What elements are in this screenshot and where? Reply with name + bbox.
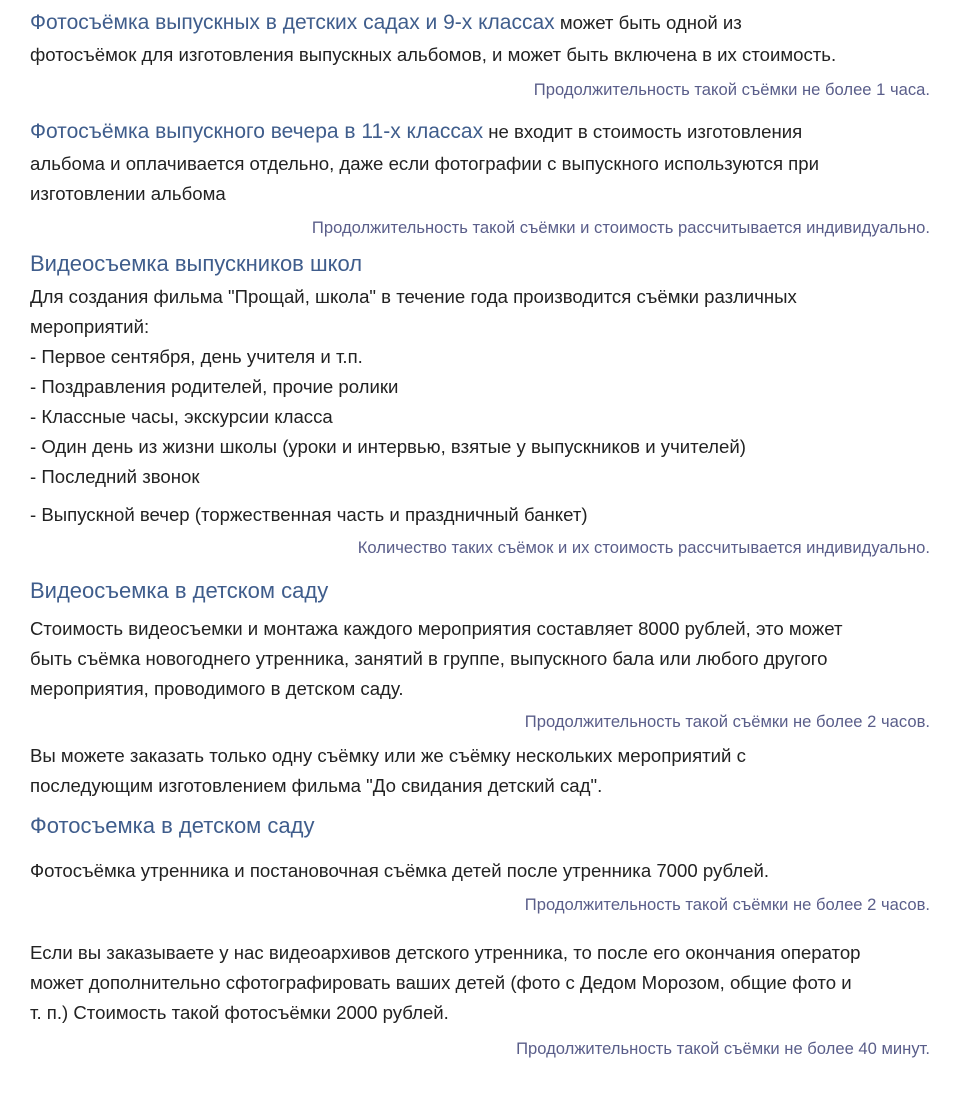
section-3-heading: Видеосъемка выпускников школ	[30, 251, 363, 276]
section-5-line: может дополнительно сфотографировать ваших детей (фото с Дедом Морозом, общие фото и	[30, 972, 852, 993]
section-2-intro-line	[30, 121, 802, 143]
section-4-note: Продолжительность такой съёмки не более 2 часов.	[524, 712, 930, 731]
section-4-line-2: последующим изготовлением фильма "До свидания детский сад".	[30, 775, 603, 796]
section-3-line: - Классные часы, экскурсии класса	[30, 406, 333, 427]
section-4-line: Стоимость видеосъемки и монтажа каждого мероприятия составляет 8000 рублей, это может	[30, 618, 843, 639]
section-4-heading: Видеосъемка в детском саду	[30, 578, 329, 603]
section-1-intro-line	[30, 12, 742, 34]
section-3-line: - Один день из жизни школы (уроки и интервью, взятые у выпускников и учителей)	[30, 436, 746, 457]
section-2-note: Продолжительность такой съёмки и стоимость рассчитывается индивидуально.	[311, 218, 930, 237]
section-1-note: Продолжительность такой съёмки не более 1 часа.	[533, 80, 930, 99]
section-5-line: т. п.) Стоимость такой фотосъёмки 2000 рублей.	[30, 1002, 449, 1023]
section-4-line: мероприятия, проводимого в детском саду.	[30, 678, 404, 699]
section-5-line: Если вы заказываете у нас видеоархивов детского утренника, то после его окончания оператор	[30, 942, 861, 963]
section-5-text: Фотосъёмка утренника и постановочная съёмка детей после утренника 7000 рублей.	[30, 860, 770, 881]
section-3-line: - Первое сентября, день учителя и т.п.	[30, 346, 363, 367]
section-3-line: - Выпускной вечер (торжественная часть и праздничный банкет)	[30, 504, 588, 525]
section-3-note: Количество таких съёмок и их стоимость рассчитывается индивидуально.	[357, 538, 930, 557]
section-3-line: - Последний звонок	[30, 466, 200, 487]
section-5-note-2: Продолжительность такой съёмки не более 40 минут.	[516, 1039, 930, 1058]
section-2-text-line: альбома и оплачивается отдельно, даже если фотографии с выпускного используются при	[30, 153, 819, 174]
section-2-text-line: изготовлении альбома	[30, 183, 226, 204]
section-3-line: - Поздравления родителей, прочие ролики	[30, 376, 399, 397]
section-1-text: может быть одной из	[554, 12, 742, 33]
section-4-line-2: Вы можете заказать только одну съёмку или же съёмку нескольких мероприятий с	[30, 745, 746, 766]
section-3-line: Для создания фильма "Прощай, школа" в течение года производится съёмки различных	[30, 286, 797, 307]
section-5-note: Продолжительность такой съёмки не более 2 часов.	[524, 895, 930, 914]
section-2-heading: Фотосъёмка выпускного вечера в 11-х классах	[30, 120, 484, 143]
section-1-heading: Фотосъёмка выпускных в детских садах и 9-х классах	[30, 11, 555, 34]
section-3-line: мероприятий:	[30, 316, 150, 337]
section-4-line: быть съёмка новогоднего утренника, занятий в группе, выпускного бала или любого другого	[30, 648, 828, 669]
section-5-heading: Фотосъемка в детском саду	[30, 813, 315, 838]
section-1-text-line: фотосъёмок для изготовления выпускных альбомов, и может быть включена в их стоимость.	[30, 44, 837, 65]
section-2-text: не входит в стоимость изготовления	[483, 121, 803, 142]
